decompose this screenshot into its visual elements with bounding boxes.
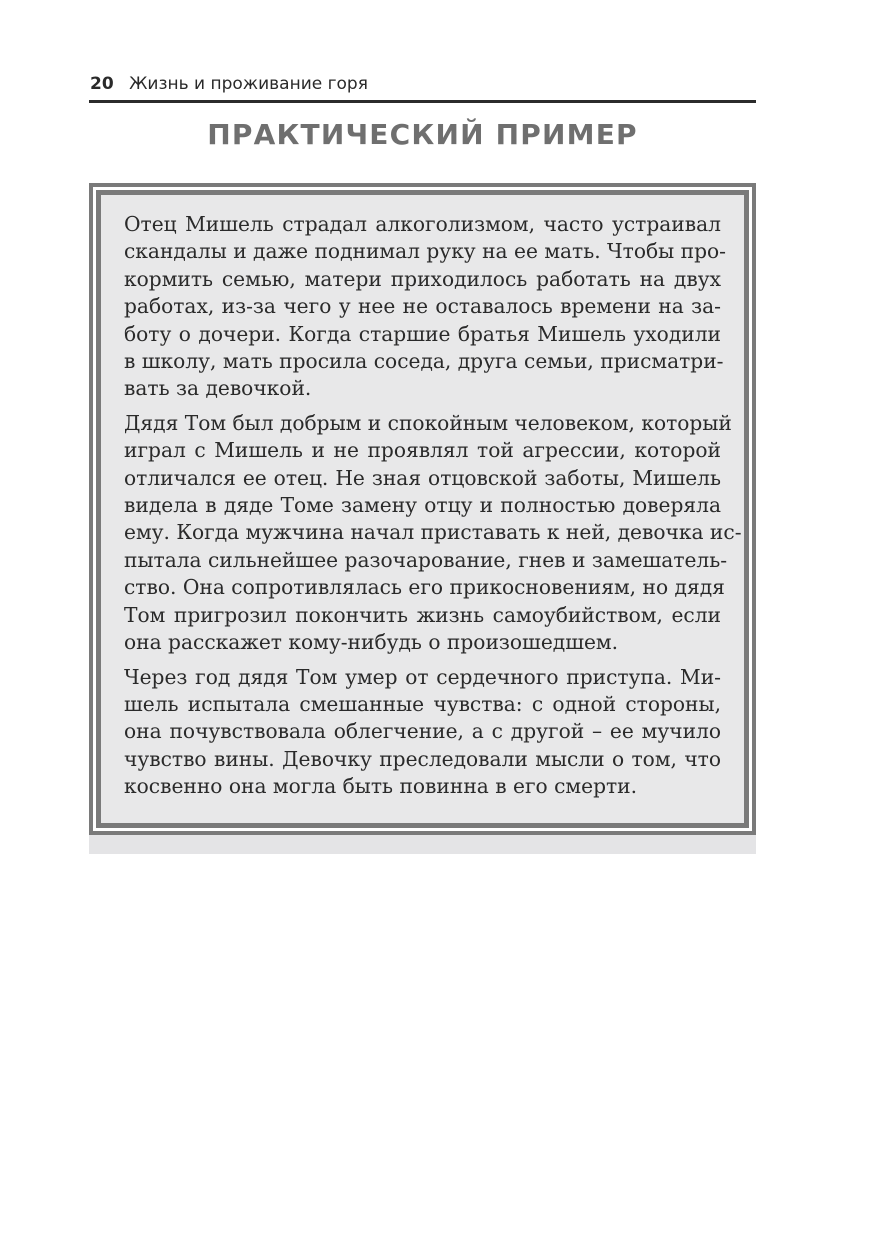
case-paragraph-1 — [124, 211, 726, 403]
text-line: Отец Мишель страдал алкоголизмом, часто устраивал — [124, 212, 721, 236]
text-line: видела в дяде Томе замену отцу и полностью доверяла — [124, 493, 721, 518]
text-line: косвенно она могла быть повинна в его смерти. — [124, 774, 638, 799]
text-line: чувство вины. Девочку преследовали мысли о том, что — [124, 746, 721, 771]
running-title: Жизнь и проживание горя — [129, 74, 368, 94]
text-line: скандалы и даже поднимал руку на ее мать. Чтобы про- — [124, 239, 726, 264]
case-paragraph-3 — [124, 664, 721, 801]
running-header — [90, 74, 756, 96]
text-line: боту о дочери. Когда старшие братья Мишель уходили — [124, 321, 721, 346]
page-number: 20 — [90, 74, 114, 94]
text-line: Через год дядя Том умер от сердечного приступа. Ми- — [124, 664, 721, 689]
text-line: отличался ее отец. Не зная отцовской заботы, Мишель — [124, 465, 721, 490]
text-line: Дядя Том был добрым и спокойным человеком, который — [124, 410, 732, 435]
text-line: кормить семью, матери приходилось работать на двух — [124, 266, 721, 291]
section-title: ПРАКТИЧЕСКИЙ ПРИМЕР — [207, 118, 638, 151]
text-line: Том пригрозил покончить жизнь самоубийством, если — [124, 602, 721, 627]
text-line: вать за девочкой. — [124, 376, 312, 401]
text-line: ему. Когда мужчина начал приставать к ней, девочка ис- — [124, 520, 742, 545]
text-line: играл с Мишель и не проявлял той агрессии, которой — [124, 438, 721, 463]
text-line: пытала сильнейшее разочарование, гнев и замешатель- — [124, 547, 728, 572]
text-line: она почувствовала облегчение, а с другой – ее мучило — [124, 719, 721, 744]
text-line: ство. Она сопротивлялась его прикосновениям, но дядя — [124, 575, 725, 600]
header-rule — [89, 100, 756, 103]
text-line: в школу, мать просила соседа, друга семьи, присматри- — [124, 349, 724, 374]
text-line: работах, из-за чего у нее не оставалось времени на за- — [124, 294, 721, 319]
text-line: она расскажет кому-нибудь о произошедшем. — [124, 630, 619, 655]
text-line: шель испытала смешанные чувства: с одной стороны, — [124, 691, 721, 716]
case-paragraph-2 — [124, 410, 742, 657]
case-text — [124, 211, 742, 808]
